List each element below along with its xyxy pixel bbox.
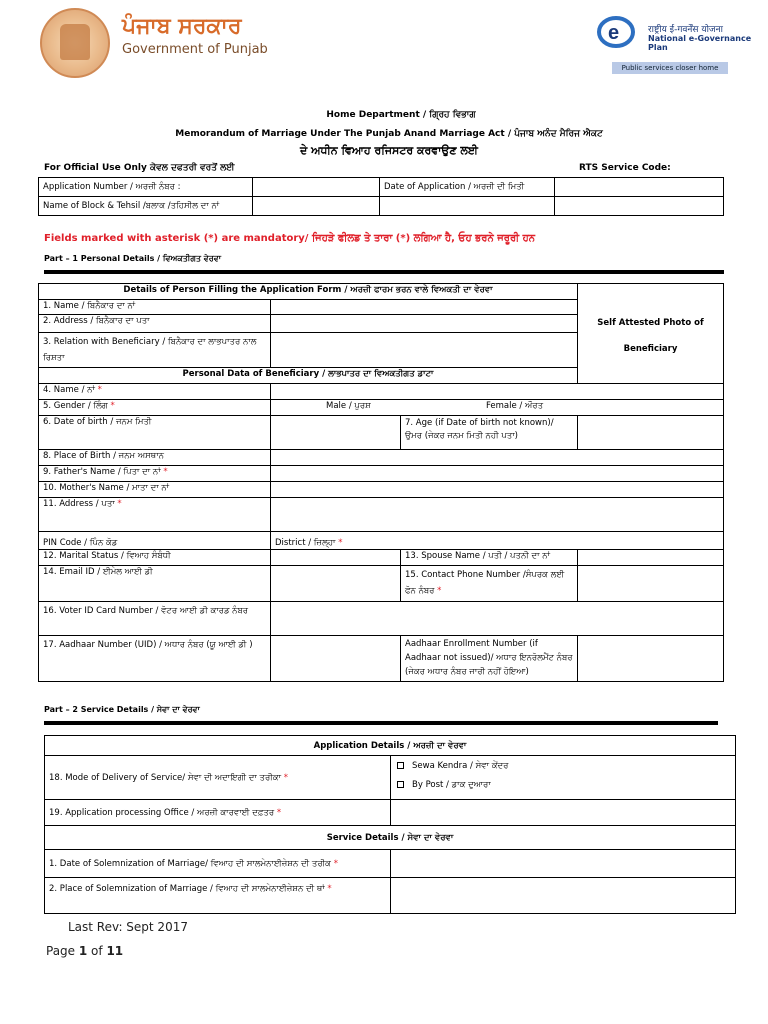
department-title: Home Department / ਗ੍ਰਿਹ ਵਿਭਾਗ <box>326 110 476 120</box>
solemnization-date-row <box>45 850 391 878</box>
page-of: of <box>87 944 107 958</box>
relation-label: 3. Relation with Beneficiary / ਬਿਨੈਕਾਰ ਦਾ ਲਾਭਪਾਤਰ ਨਾਲ ਰਿਸ਼ਤਾ <box>39 333 271 368</box>
required-star: * <box>276 807 282 818</box>
official-use-table <box>38 177 724 216</box>
by-post-label: By Post / ਡਾਕ ਦੁਆਰਾ <box>412 780 491 790</box>
mode-of-delivery-row <box>45 756 391 800</box>
punjab-emblem-icon <box>40 8 110 78</box>
district-label-wrap <box>275 538 342 548</box>
sewa-kendra-label: Sewa Kendra / ਸੇਵਾ ਕੇਂਦਰ <box>412 761 509 771</box>
part2-divider <box>44 721 718 725</box>
dob-field[interactable] <box>271 416 401 450</box>
service-details-table <box>44 735 736 914</box>
relation-field[interactable] <box>271 333 578 368</box>
register-title: ਦੇ ਅਧੀਨ ਵਿਆਹ ਰਜਿਸਟਰ ਕਰਵਾਉਣ ਲਈ <box>299 144 478 157</box>
official-use-label: For Official Use Only ਕੇਵਲ ਦਫਤਰੀ ਵਰਤੋਂ ਲਈ <box>44 163 235 173</box>
beneficiary-name-field[interactable] <box>271 384 724 400</box>
gender-row <box>39 400 271 416</box>
svg-text:e: e <box>608 22 620 44</box>
application-details-header: Application Details / ਅਰਜ਼ੀ ਦਾ ਵੇਰਵਾ <box>45 736 736 756</box>
beneficiary-address-label: 11. Address / ਪਤਾ <box>43 499 115 509</box>
application-number-field[interactable] <box>253 178 380 197</box>
beneficiary-name-row <box>39 384 271 400</box>
applicant-address-field[interactable] <box>271 315 578 333</box>
applicant-name-label: 1. Name / ਬਿਨੈਕਾਰ ਦਾ ਨਾਂ <box>39 300 271 315</box>
punjab-sarkar-title: ਪੰਜਾਬ ਸਰਕਾਰ <box>122 14 242 39</box>
gender-female-option[interactable]: Female / ਔਰਤ <box>486 401 544 411</box>
photo-box[interactable] <box>578 284 724 384</box>
applicant-name-field[interactable] <box>271 300 578 315</box>
voter-id-label: 16. Voter ID Card Number / ਵੋਟਰ ਆਈ ਡੀ ਕਾਰਡ ਨੰਬਰ <box>39 602 271 636</box>
processing-office-row <box>45 800 391 826</box>
page-number <box>46 944 123 958</box>
solemnization-date-field[interactable] <box>391 850 736 878</box>
aadhaar-field[interactable] <box>271 636 401 682</box>
sewa-kendra-option[interactable] <box>397 757 731 776</box>
block-tehsil-field-3[interactable] <box>554 197 723 216</box>
phone-label: 15. Contact Phone Number /ਸੰਪਰਕ ਲਈ ਫੋਨ ਨੰਬਰ <box>405 570 565 596</box>
last-revision: Last Rev: Sept 2017 <box>68 920 188 934</box>
solemnization-place-row <box>45 878 391 914</box>
dob-label: 6. Date of birth / ਜਨਮ ਮਿਤੀ <box>39 416 271 450</box>
aadhaar-enrollment-label: Aadhaar Enrollment Number (if Aadhaar not issued)/ ਅਧਾਰ ਇਨਰੋਲਮੈਂਟ ਨੰਬਰ (ਜੇਕਰ ਅਧਾਰ ਨੰਬਰ ਜਾਰੀ ਨਹੀਂ ਹੋਇਆ) <box>401 636 578 682</box>
beneficiary-address-field[interactable] <box>271 498 724 532</box>
delivery-options <box>391 756 736 800</box>
document-titles <box>0 110 768 158</box>
solemnization-date-label: 1. Date of Solemnization of Marriage/ ਵਿਆਹ ਦੀ ਸਾਲਮੇਨਾਈਜ਼ੇਸ਼ਨ ਦੀ ਤਰੀਕ <box>49 858 331 869</box>
pin-district-row[interactable] <box>271 532 724 550</box>
part1-divider <box>44 270 724 274</box>
page-header <box>0 0 768 100</box>
phone-field[interactable] <box>578 566 724 602</box>
required-star: * <box>333 858 338 869</box>
date-of-application-field[interactable] <box>554 178 723 197</box>
government-of-punjab-title: Government of Punjab <box>122 42 268 57</box>
applicant-address-label: 2. Address / ਬਿਨੈਕਾਰ ਦਾ ਪਤਾ <box>39 315 271 333</box>
required-star: * <box>327 884 332 894</box>
page-total: 11 <box>106 944 124 958</box>
aadhaar-enrollment-field[interactable] <box>578 636 724 682</box>
place-of-birth-field[interactable] <box>271 450 724 466</box>
egov-logo-icon <box>596 14 636 50</box>
required-star: * <box>117 499 122 509</box>
aadhaar-label: 17. Aadhaar Number (UID) / ਅਧਾਰ ਨੰਬਰ (ਯੂ ਆਈ ਡੀ ) <box>39 636 271 682</box>
gender-options[interactable] <box>271 400 724 416</box>
personal-details-table <box>38 283 724 682</box>
mandatory-notice: Fields marked with asterisk (*) are mandatory/ ਜਿਹੜੇ ਫੀਲਡ ਤੇ ਤਾਰਾ (*) ਲਗਿਆ ਹੈ, ਓਹ ਭਰਨੇ ਜਰੂਰੀ ਹਨ <box>44 233 536 244</box>
marital-status-field[interactable] <box>271 550 401 566</box>
service-details-header: Service Details / ਸੇਵਾ ਦਾ ਵੇਰਵਾ <box>45 826 736 850</box>
required-star: * <box>283 772 288 783</box>
photo-label-2: Beneficiary <box>623 344 678 354</box>
date-of-application-label: Date of Application / ਅਰਜ਼ੀ ਦੀ ਮਿਤੀ <box>379 178 554 197</box>
processing-office-label: 19. Application processing Office / ਅਰਜ਼ੀ ਕਾਰਵਾਈ ਦਫ਼ਤਰ <box>49 807 275 818</box>
filler-details-header: Details of Person Filling the Application Form / ਅਰਜ਼ੀ ਫਾਰਮ ਭਰਨ ਵਾਲੇ ਵਿਅਕਤੀ ਦਾ ਵੇਰਵਾ <box>39 284 578 300</box>
required-star: * <box>338 538 343 548</box>
email-field[interactable] <box>271 566 401 602</box>
district-label: District / ਜ਼ਿਲ੍ਹਾ <box>275 538 336 548</box>
place-of-birth-label: 8. Place of Birth / ਜਨਮ ਅਸਥਾਨ <box>39 450 271 466</box>
solemnization-place-field[interactable] <box>391 878 736 914</box>
age-field[interactable] <box>578 416 724 450</box>
application-number-label: Application Number / ਅਰਜ਼ੀ ਨੰਬਰ : <box>39 178 253 197</box>
memorandum-title: Memorandum of Marriage Under The Punjab Anand Marriage Act / ਪੰਜਾਬ ਅਨੰਦ ਮੈਰਿਜ ਐਕਟ <box>175 129 603 139</box>
gender-male-option[interactable]: Male / ਪੁਰਸ਼ <box>326 401 371 411</box>
age-label: 7. Age (if Date of birth not known)/ ਉਮਰ (ਜੇਕਰ ਜਨਮ ਮਿਤੀ ਨਹੀ ਪਤਾ) <box>401 416 578 450</box>
sewa-kendra-checkbox[interactable] <box>397 762 404 769</box>
email-label: 14. Email ID / ਈਮੇਲ ਆਈ ਡੀ <box>39 566 271 602</box>
voter-id-field[interactable] <box>271 602 724 636</box>
solemnization-place-label: 2. Place of Solemnization of Marriage / ਵਿਆਹ ਦੀ ਸਾਲਮੇਨਾਈਜ਼ੇਸ਼ਨ ਦੀ ਥਾਂ <box>49 884 325 894</box>
required-star: * <box>437 586 442 596</box>
rts-service-code-label: RTS Service Code: <box>579 163 671 173</box>
father-name-field[interactable] <box>271 466 724 482</box>
block-tehsil-field[interactable] <box>253 197 380 216</box>
mode-of-delivery-label: 18. Mode of Delivery of Service/ ਸੇਵਾ ਦੀ ਅਦਾਇਗੀ ਦਾ ਤਰੀਕਾ <box>49 772 282 783</box>
spouse-name-label: 13. Spouse Name / ਪਤੀ / ਪਤਨੀ ਦਾ ਨਾਂ <box>401 550 578 566</box>
mother-name-field[interactable] <box>271 482 724 498</box>
father-name-row <box>39 466 271 482</box>
processing-office-field[interactable] <box>391 800 736 826</box>
photo-label-1: Self Attested Photo of <box>597 318 704 328</box>
pin-code-label: PIN Code / ਪਿੰਨ ਕੋਡ <box>39 532 271 550</box>
block-tehsil-field-2[interactable] <box>379 197 554 216</box>
page-current: 1 <box>78 944 88 958</box>
spouse-name-field[interactable] <box>578 550 724 566</box>
required-star: * <box>97 385 102 395</box>
required-star: * <box>163 467 168 477</box>
beneficiary-name-label: 4. Name / ਨਾਂ <box>43 385 95 395</box>
required-star: * <box>110 401 115 411</box>
gender-label: 5. Gender / ਲਿੰਗ <box>43 401 108 411</box>
block-tehsil-label: Name of Block & Tehsil /ਬਲਾਕ /ਤਹਿਸੀਲ ਦਾ ਨਾਂ <box>39 197 253 216</box>
father-name-label: 9. Father's Name / ਪਿਤਾ ਦਾ ਨਾਂ <box>43 467 161 477</box>
egov-tagline: Public services closer home <box>612 62 728 74</box>
marital-status-label: 12. Marital Status / ਵਿਆਹ ਸੰਬੰਧੀ <box>39 550 271 566</box>
by-post-checkbox[interactable] <box>397 781 404 788</box>
page-prefix: Page <box>46 944 79 958</box>
part1-title: Part – 1 Personal Details / ਵਿਅਕਤੀਗਤ ਵੇਰਵਾ <box>44 254 222 263</box>
mother-name-label: 10. Mother's Name / ਮਾਤਾ ਦਾ ਨਾਂ <box>39 482 271 498</box>
phone-row <box>401 566 578 602</box>
beneficiary-data-header: Personal Data of Beneficiary / ਲਾਭਪਾਤਰ ਦਾ ਵਿਅਕਤੀਗਤ ਡਾਟਾ <box>39 368 578 384</box>
part2-title: Part – 2 Service Details / ਸੇਵਾ ਦਾ ਵੇਰਵਾ <box>44 705 200 714</box>
egov-hindi-title: राष्ट्रीय ई-गवर्नेंस योजना <box>648 25 723 35</box>
beneficiary-address-row <box>39 498 271 532</box>
egov-english-title: National e-Governance Plan <box>648 34 752 52</box>
by-post-option[interactable] <box>397 776 731 795</box>
